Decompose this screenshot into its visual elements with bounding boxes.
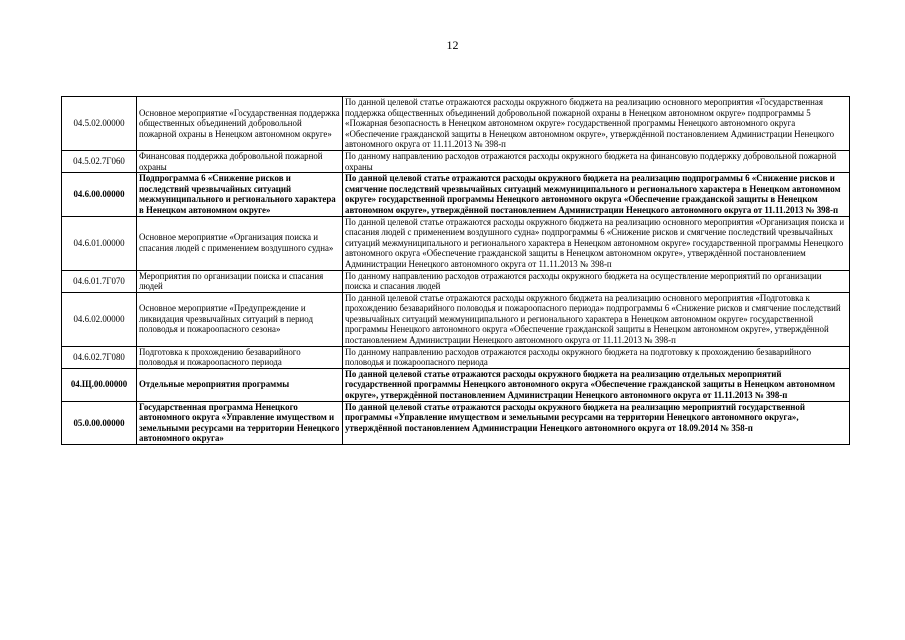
table-row <box>62 270 850 292</box>
target-article-description: По данной целевой статье отражаются расходы окружного бюджета на реализацию подпрограммы 6 «Снижение рисков и смягчение последствий чрезвычайных ситуаций межмуниципального и регионального характера в Ненецком автономном округе» государственной программы Ненецкого автономного округа «Обеспечение гражданской защиты в Ненецком автономном округе», утверждённой постановлением Администрации Ненецкого автономного округа от 11.11.2013 № 398-п <box>343 173 850 216</box>
target-article-code: 04.6.02.00000 <box>62 292 137 346</box>
table-row <box>62 150 850 172</box>
target-article-name: Подготовка к прохождению безаварийного половодья и пожароопасного периода <box>137 346 343 368</box>
target-article-code: 05.0.00.00000 <box>62 401 137 444</box>
target-article-description: По данной целевой статье отражаются расходы окружного бюджета на реализацию отдельных мероприятий государственной программы Ненецкого автономного округа «Обеспечение гражданской защиты в Ненецком автономном округе», утверждённой постановлением Администрации Ненецкого автономного округа от 11.11.2013 № 398-п <box>343 368 850 401</box>
target-article-name: Мероприятия по организации поиска и спасания людей <box>137 270 343 292</box>
target-article-name: Основное мероприятие «Государственная поддержка общественных объединений добровольной пожарной охраны в Ненецком автономном округе» <box>137 97 343 151</box>
table-row <box>62 173 850 216</box>
table-row <box>62 401 850 444</box>
target-article-name: Отдельные мероприятия программы <box>137 368 343 401</box>
target-article-code: 04.6.01.00000 <box>62 216 137 270</box>
target-article-description: По данному направлению расходов отражаются расходы окружного бюджета на подготовку к прохождению безаварийного половодья и пожароопасного периода <box>343 346 850 368</box>
target-article-name: Основное мероприятие «Предупреждение и ликвидация чрезвычайных ситуаций в период половодья и пожароопасного сезона» <box>137 292 343 346</box>
target-article-name: Финансовая поддержка добровольной пожарной охраны <box>137 150 343 172</box>
target-article-code: 04.5.02.00000 <box>62 97 137 151</box>
target-article-description: По данной целевой статье отражаются расходы окружного бюджета на реализацию основного мероприятия «Государственная поддержка общественных объединений добровольной пожарной охраны в Ненецком автономном округе» подпрограммы 5 «Пожарная безопасность в Ненецком автономном округе» государственной программы Ненецкого автономного округа «Обеспечение гражданской защиты в Ненецком автономном округе», утверждённой постановлением Администрации Ненецкого автономного округа от 11.11.2013 № 398-п <box>343 97 850 151</box>
page-number: 12 <box>446 38 459 52</box>
table-row <box>62 368 850 401</box>
target-article-description: По данной целевой статье отражаются расходы окружного бюджета на реализацию основного мероприятия «Подготовка к прохождению безаварийного половодья и пожароопасного периода» подпрограммы 6 «Снижение рисков и смягчение последствий чрезвычайных ситуаций межмуниципального и регионального характера в Ненецком автономном округе» государственной программы Ненецкого автономного округа «Обеспечение гражданской защиты в Ненецком автономном округе», утверждённой постановлением Администрации Ненецкого автономного округа от 11.11.2013 № 398-п <box>343 292 850 346</box>
table-row <box>62 216 850 270</box>
target-article-code: 04.6.02.7Г080 <box>62 346 137 368</box>
table-row <box>62 292 850 346</box>
target-article-code: 04.5.02.7Г060 <box>62 150 137 172</box>
target-article-code: 04.6.01.7Г070 <box>62 270 137 292</box>
target-article-description: По данному направлению расходов отражаются расходы окружного бюджета на осуществление мероприятий по организации поиска и спасания людей <box>343 270 850 292</box>
table-row <box>62 346 850 368</box>
table-row <box>62 97 850 151</box>
target-article-description: По данному направлению расходов отражаются расходы окружного бюджета на финансовую поддержку добровольной пожарной охраны <box>343 150 850 172</box>
target-article-description: По данной целевой статье отражаются расходы окружного бюджета на реализацию мероприятий государственной программы «Управление имуществом и земельными ресурсами на территории Ненецкого автономного округа», утверждённой постановлением Администрации Ненецкого автономного округа от 18.09.2014 № 358-п <box>343 401 850 444</box>
budget-classification-table <box>61 96 850 445</box>
target-article-code: 04.6.00.00000 <box>62 173 137 216</box>
target-article-name: Подпрограмма 6 «Снижение рисков и последствий чрезвычайных ситуаций межмуниципального и регионального характера в Ненецком автономном округе» <box>137 173 343 216</box>
target-article-name: Основное мероприятие «Организация поиска и спасания людей с применением воздушного судна» <box>137 216 343 270</box>
target-article-description: По данной целевой статье отражаются расходы окружного бюджета на реализацию основного мероприятия «Организация поиска и спасания людей с применением воздушного судна» подпрограммы 6 «Снижение рисков и смягчение последствий чрезвычайных ситуаций межмуниципального и регионального характера в Ненецком автономном округе» государственной программы Ненецкого автономного округа «Обеспечение гражданской защиты в Ненецком автономном округе», утверждённой постановлением Администрации Ненецкого автономного округа от 11.11.2013 № 398-п <box>343 216 850 270</box>
target-article-name: Государственная программа Ненецкого автономного округа «Управление имуществом и земельными ресурсами на территории Ненецкого автономного округа» <box>137 401 343 444</box>
target-article-code: 04.Щ.00.00000 <box>62 368 137 401</box>
